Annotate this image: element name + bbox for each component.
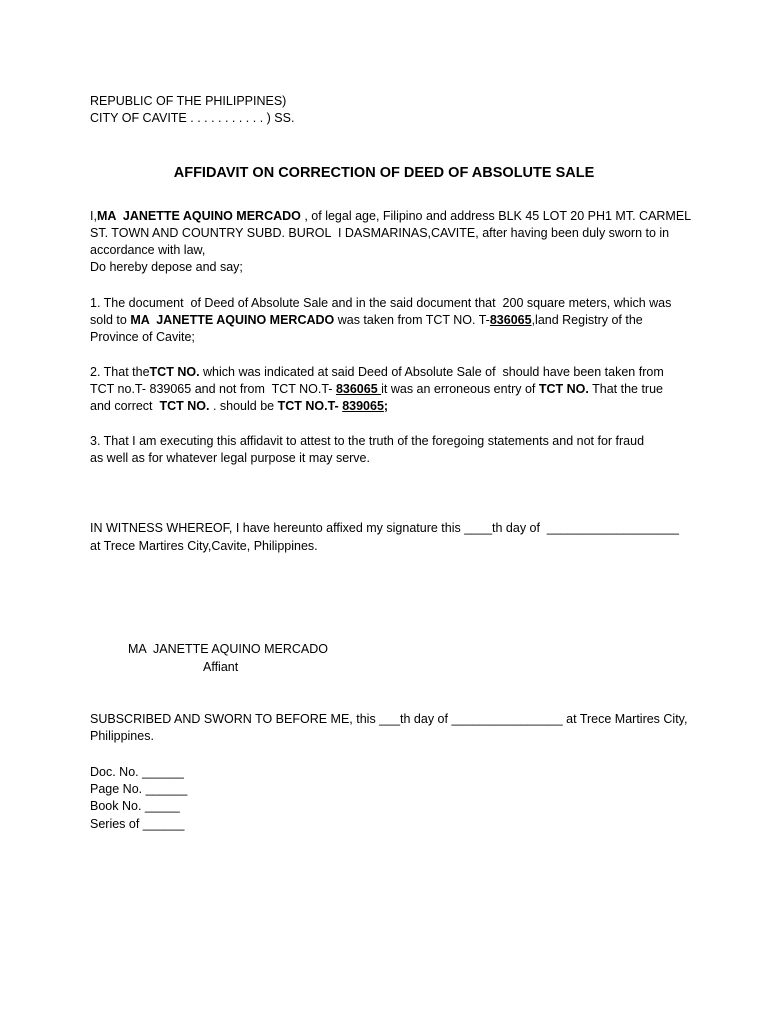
item2-line-2 [90, 381, 663, 398]
item1-buyer-name: MA JANETTE AQUINO MERCADO [130, 313, 335, 327]
header-republic: REPUBLIC OF THE PHILIPPINES) [90, 94, 287, 108]
header-city: CITY OF CAVITE . . . . . . . . . . . ) SS. [90, 111, 295, 125]
item2-text-f: and correct [90, 399, 160, 413]
item3-line-1: 3. That I am executing this affidavit to attest to the truth of the foregoing statements and not for fraud [90, 434, 645, 448]
item3-line-2: as well as for whatever legal purpose it may serve. [90, 451, 370, 465]
intro-line-1 [90, 208, 691, 225]
item1-line-1: 1. The document of Deed of Absolute Sale and in the said document that 200 square meters, which was [90, 296, 672, 310]
intro-text: , of legal age, Filipino and address BLK 45 LOT 20 PH1 MT. CARMEL [300, 209, 692, 223]
item2-tct-label-2: TCT NO. [538, 382, 589, 396]
intro-affiant-name: MA JANETTE AQUINO MERCADO [96, 209, 301, 223]
subscribed-line-2: Philippines. [90, 729, 154, 743]
item1-text-b: was taken from TCT NO. T- [334, 313, 490, 327]
witness-line-1: IN WITNESS WHEREOF, I have hereunto affixed my signature this ____th day of ___________________ [90, 521, 680, 535]
affiant-label: Affiant [203, 660, 239, 674]
item2-text-a: 2. That the [90, 365, 150, 379]
intro-line-4: Do hereby depose and say; [90, 260, 243, 274]
item2-text-c: TCT no.T- 839065 and not from TCT NO.T- [90, 382, 336, 396]
doc-no: Doc. No. ______ [90, 765, 184, 779]
item2-text-h: T- [327, 399, 343, 413]
item2-wrong-tct: 836065 [335, 382, 382, 396]
item2-tct-label-3: TCT NO. [159, 399, 210, 413]
item2-text-i: ; [383, 399, 389, 413]
item2-tct-label: TCT NO. [149, 365, 200, 379]
intro-line-2: ST. TOWN AND COUNTRY SUBD. BUROL I DASMARINAS,CAVITE, after having been duly sworn to in [90, 226, 670, 240]
item2-text-b: which was indicated at said Deed of Absolute Sale of should have been taken from [199, 365, 664, 379]
item1-text-c: ,land Registry of the [531, 313, 643, 327]
item1-text-a: sold to [90, 313, 131, 327]
subscribed-line-1: SUBSCRIBED AND SWORN TO BEFORE ME, this ___th day of ________________ at Trece Martires City, [90, 712, 688, 726]
item2-correct-tct: 839065 [342, 399, 384, 413]
item2-text-e: That the true [588, 382, 663, 396]
intro-prefix: I, [90, 209, 97, 223]
item2-text-d: it was an erroneous entry of [381, 382, 539, 396]
intro-line-3: accordance with law, [90, 243, 206, 257]
item2-line-3 [90, 398, 388, 415]
series-of: Series of ______ [90, 817, 185, 831]
book-no: Book No. _____ [90, 799, 180, 813]
document-title: AFFIDAVIT ON CORRECTION OF DEED OF ABSOLUTE SALE [173, 165, 595, 181]
affiant-name: MA JANETTE AQUINO MERCADO [128, 642, 329, 656]
item2-tct-label-4: TCT NO. [277, 399, 328, 413]
item2-line-1 [90, 364, 664, 381]
item1-tct-number: 836065 [489, 313, 532, 327]
item1-line-2 [90, 312, 643, 329]
page-no: Page No. ______ [90, 782, 188, 796]
item2-text-g: . should be [209, 399, 278, 413]
item1-line-3: Province of Cavite; [90, 330, 195, 344]
witness-line-2: at Trece Martires City,Cavite, Philippines. [90, 539, 318, 553]
